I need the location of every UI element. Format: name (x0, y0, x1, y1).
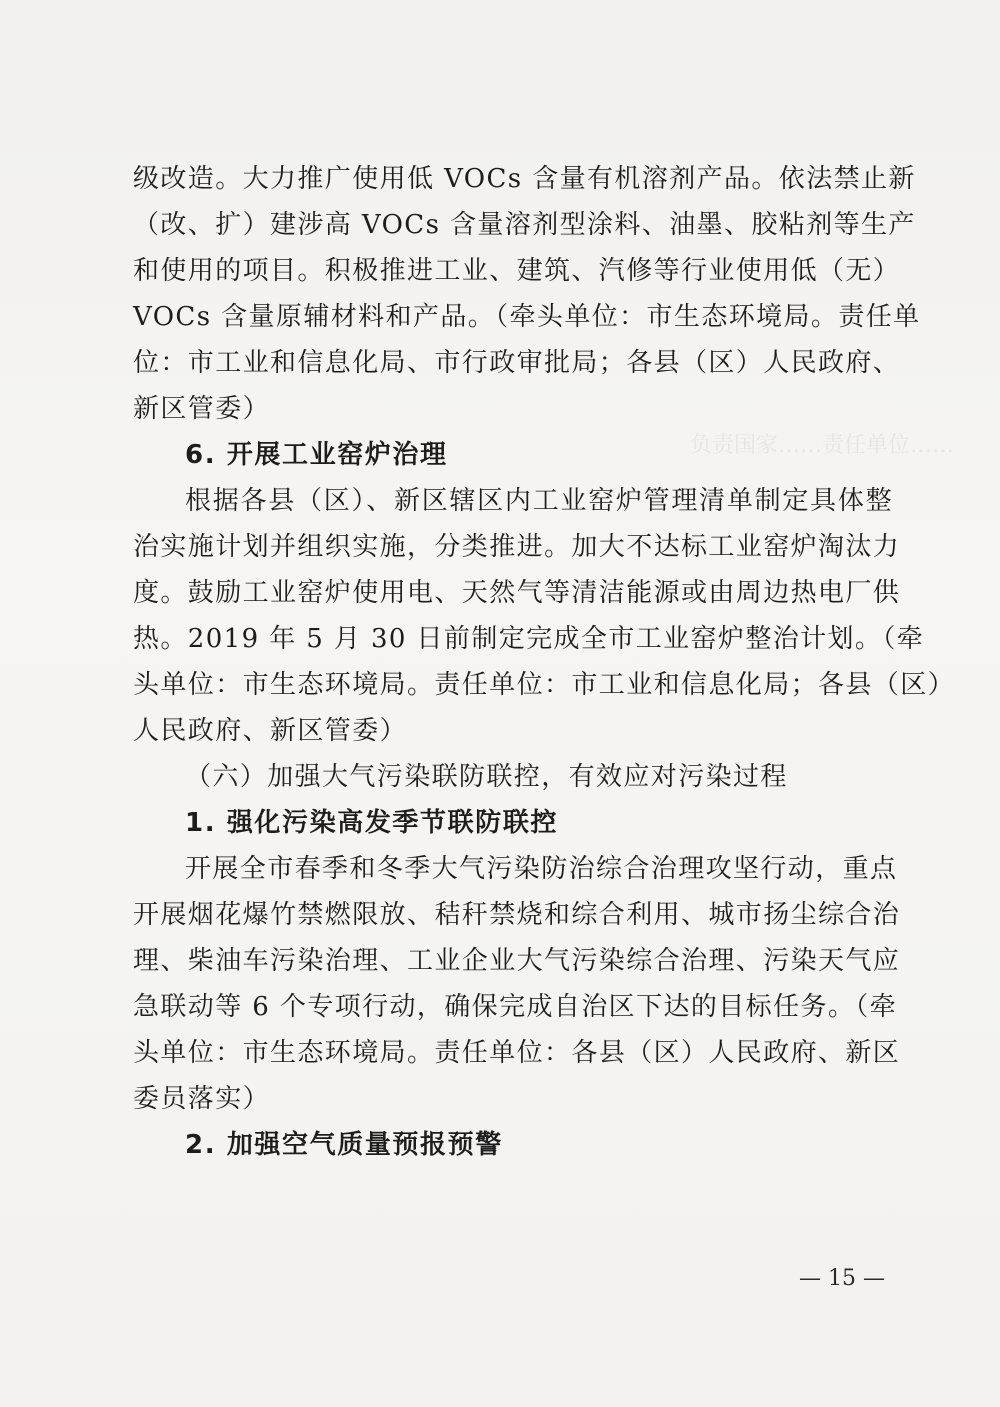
section-heading-1: 1. 强化污染高发季节联防联控 (185, 808, 559, 838)
text-line: 度。鼓励工业窑炉使用电、天然气等清洁能源或由周边热电厂供 (133, 578, 901, 608)
text-line: 头单位：市生态环境局。责任单位：各县（区）人民政府、新区 (133, 1038, 901, 1068)
text-line: 急联动等 6 个专项行动，确保完成自治区下达的目标任务。（牵 (133, 992, 898, 1022)
text-line: 委员落实） (133, 1084, 271, 1114)
text-line: VOCs 含量原辅材料和产品。（牵头单位：市生态环境局。责任单 (133, 302, 921, 332)
text-line: 人民政府、新区管委） (133, 716, 408, 746)
section-heading-6: 6. 开展工业窑炉治理 (185, 440, 448, 470)
text-line: 开展全市春季和冬季大气污染防治综合治理攻坚行动，重点 (185, 854, 898, 884)
text-line: 理、柴油车污染治理、工业企业大气污染综合治理、污染天气应 (133, 946, 901, 976)
text-line: 开展烟花爆竹禁燃限放、秸秆禁烧和综合利用、城市扬尘综合治 (133, 900, 901, 930)
text-line: 级改造。大力推广使用低 VOCs 含量有机溶剂产品。依法禁止新 (133, 164, 916, 194)
text-line: （改、扩）建涉高 VOCs 含量溶剂型涂料、油墨、胶粘剂等生产 (133, 210, 916, 240)
page-number: — 15 — (799, 1266, 885, 1291)
section-heading-2: 2. 加强空气质量预报预警 (185, 1130, 503, 1160)
text-line: 和使用的项目。积极推进工业、建筑、汽修等行业使用低（无） (133, 256, 901, 286)
text-line: 位：市工业和信息化局、市行政审批局；各县（区）人民政府、 (133, 348, 901, 378)
text-line: 根据各县（区）、新区辖区内工业窑炉管理清单制定具体整 (185, 486, 893, 516)
text-line: 头单位：市生态环境局。责任单位：市工业和信息化局；各县（区） (133, 670, 956, 700)
body-text (133, 156, 956, 1168)
section-heading-six: （六）加强大气污染联防联控，有效应对污染过程 (185, 762, 788, 792)
text-line: 治实施计划并组织实施，分类推进。加大不达标工业窑炉淘汰力 (133, 532, 901, 562)
text-line: 热。2019 年 5 月 30 日前制定完成全市工业窑炉整治计划。（牵 (133, 624, 925, 654)
show-through-1: 负责国家……责任单位…… (690, 433, 955, 458)
text-line: 新区管委） (133, 394, 271, 424)
